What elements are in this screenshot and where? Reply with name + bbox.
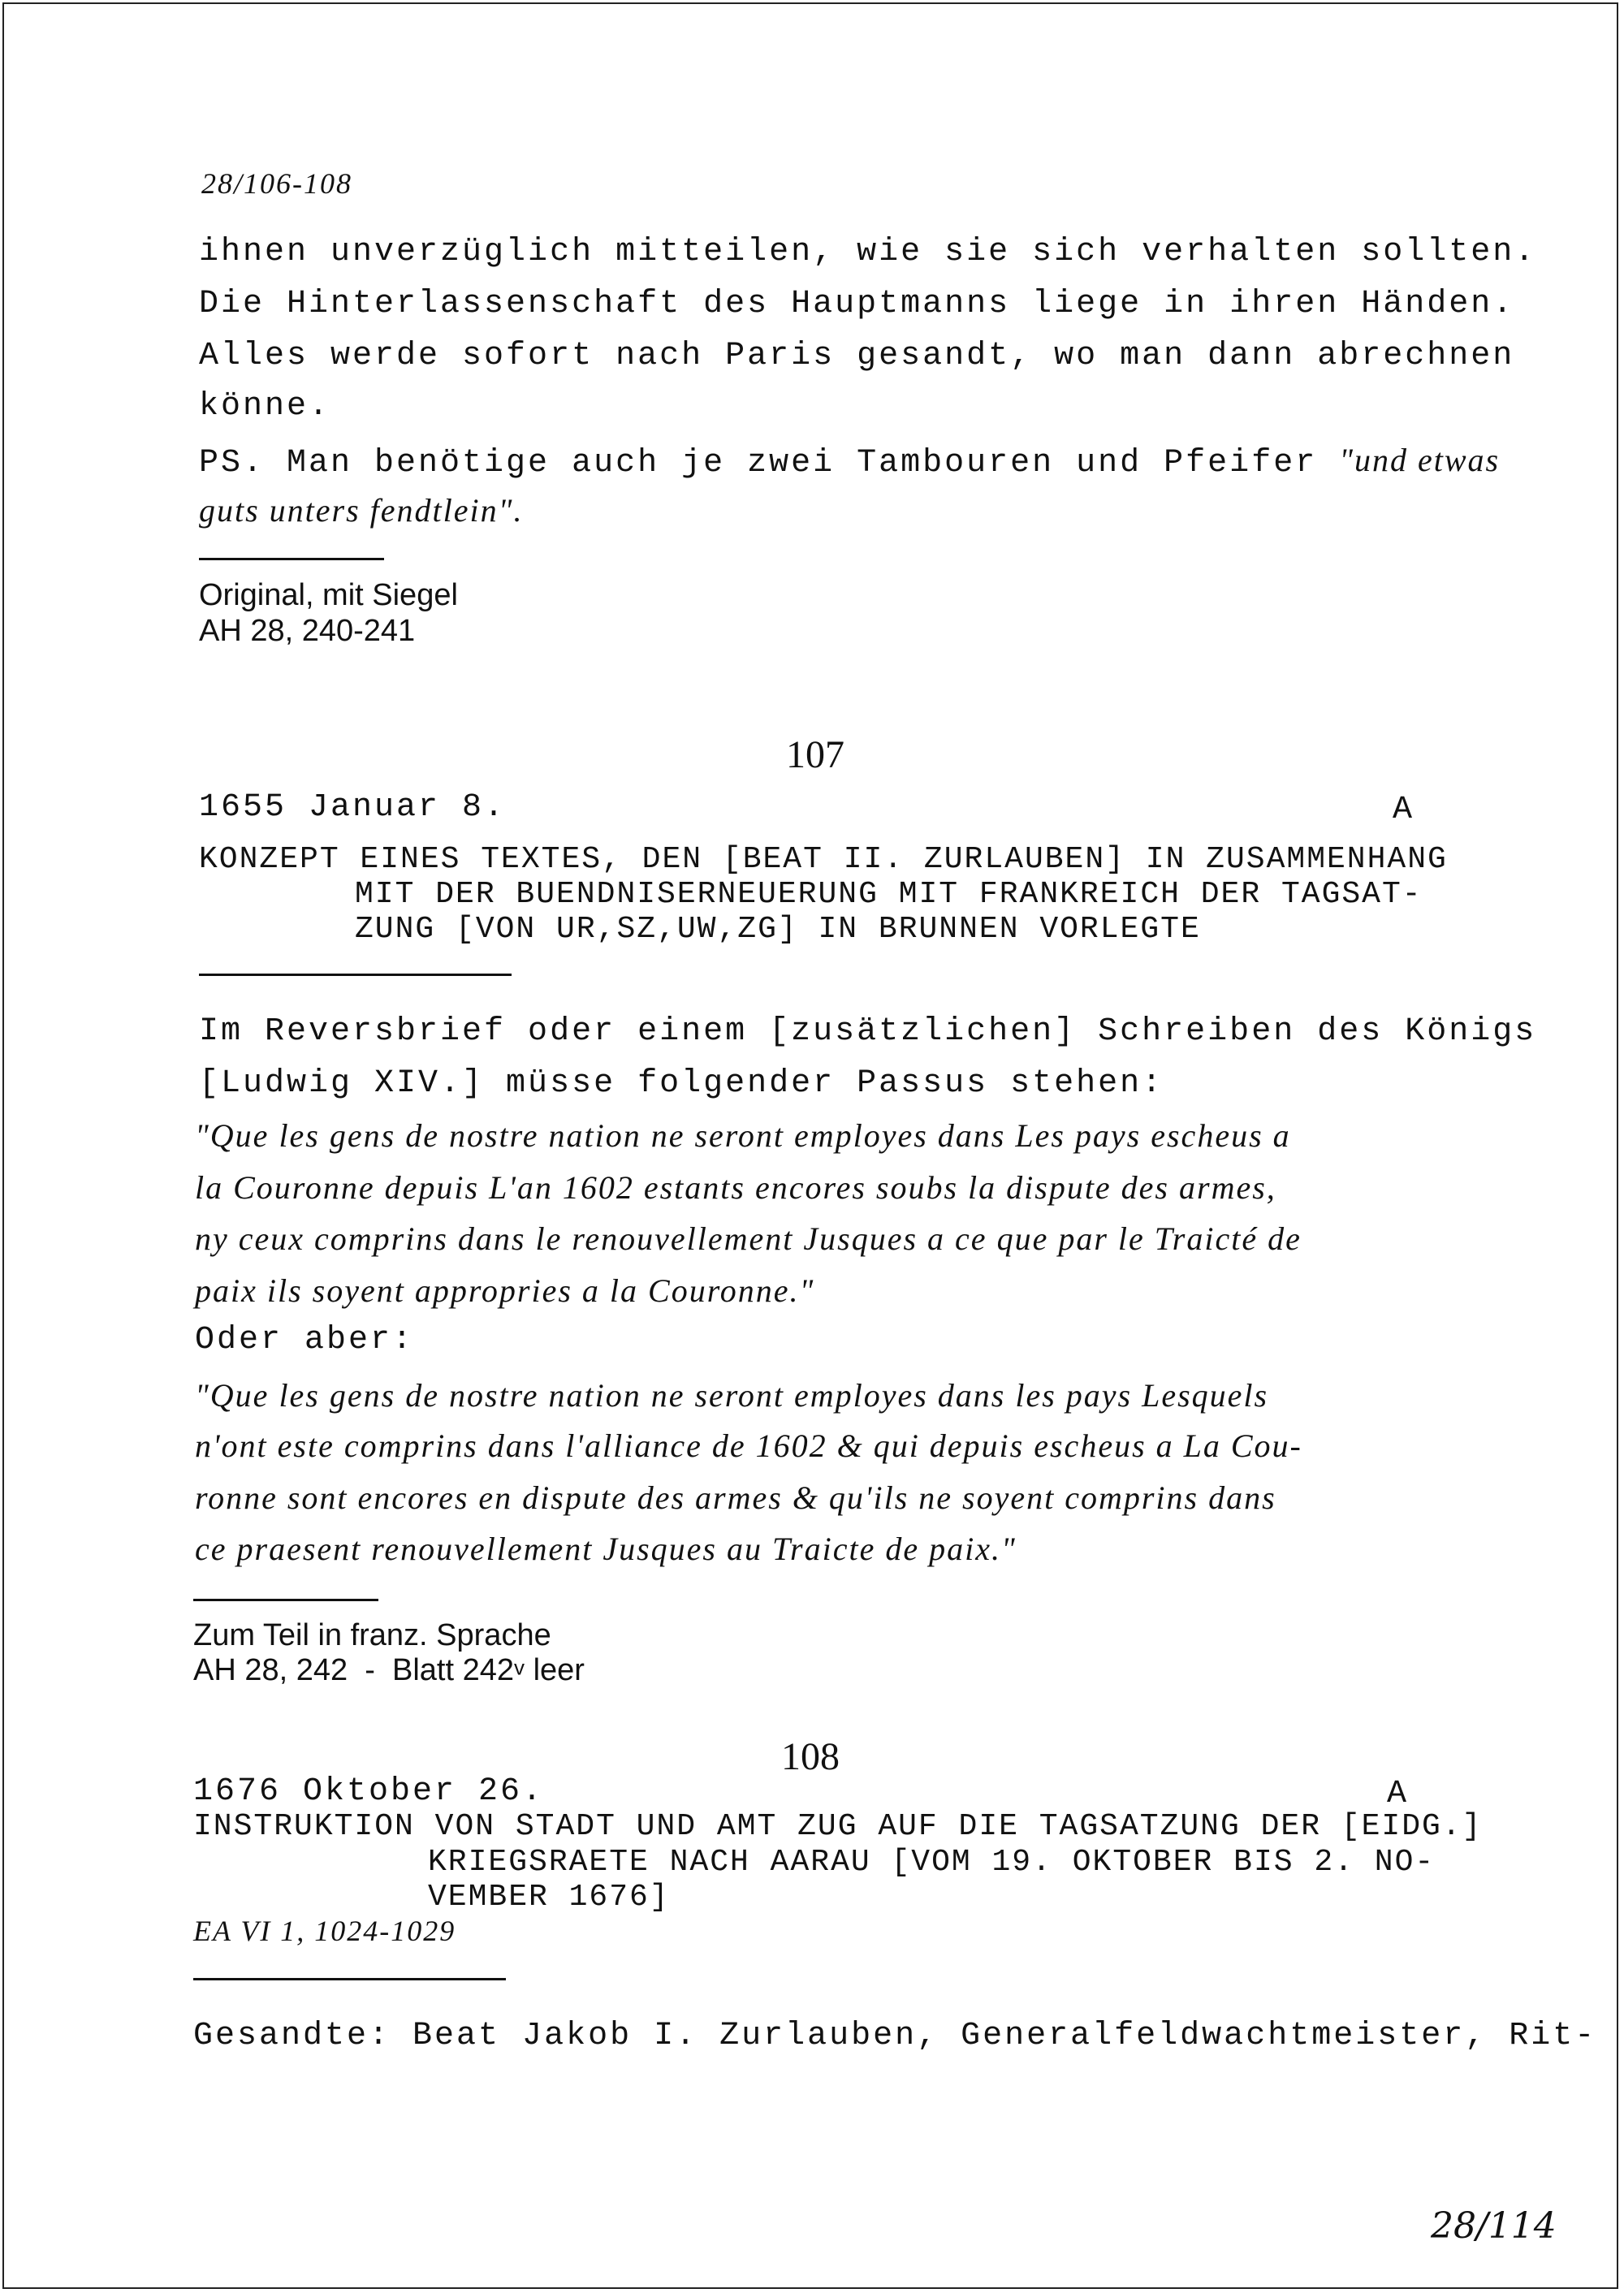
source-note: Zum Teil in franz. Sprache xyxy=(193,1618,551,1652)
document-class: A xyxy=(1387,1776,1410,1812)
separator-rule xyxy=(193,1599,378,1601)
handwritten-page-number: 28/114 xyxy=(1431,2205,1557,2247)
header-reference: 28/106-108 xyxy=(201,167,352,200)
text-line: [Ludwig XIV.] müsse folgender Passus stehen: xyxy=(199,1065,1164,1102)
text-line: Im Reversbrief oder einem [zusätzlichen] Schreiben des Königs xyxy=(199,1013,1537,1050)
title-line: KRIEGSRAETE NACH AARAU [VOM 19. OKTOBER BIS 2. NO- xyxy=(428,1845,1436,1880)
quote-line: ny ceux comprins dans le renouvellement Jusques a ce que par le Traicté de xyxy=(195,1220,1302,1257)
postscript-text: PS. Man benötige auch je zwei Tambouren und Pfeifer xyxy=(199,445,1340,481)
postscript-quote: "und etwas xyxy=(1339,442,1501,478)
quote-line: ronne sont encores en dispute des armes & qu'ils ne soyent comprins dans xyxy=(195,1479,1276,1516)
source-reference: AH 28, 242 - Blatt 242$^v$ leer xyxy=(193,1653,585,1687)
text-line: könne. xyxy=(199,388,331,425)
document-date: 1655 Januar 8. xyxy=(199,789,507,826)
text-line: Gesandte: Beat Jakob I. Zurlauben, Generalfeldwachtmeister, Rit- xyxy=(193,2018,1597,2054)
source-note: Original, mit Siegel xyxy=(199,578,458,612)
source-reference: AH 28, 240-241 xyxy=(199,614,416,648)
text-line: Alles werde sofort nach Paris gesandt, wo man dann abrechnen xyxy=(199,338,1515,374)
title-line: INSTRUKTION VON STADT UND AMT ZUG AUF DIE TAGSATZUNG DER [EIDG.] xyxy=(193,1809,1483,1844)
quote-line: "Que les gens de nostre nation ne seront employes dans les pays Lesquels xyxy=(195,1377,1269,1414)
quote-line: la Couronne depuis L'an 1602 estants encores soubs la dispute des armes, xyxy=(195,1169,1276,1206)
quote-line: paix ils soyent appropries a la Couronne." xyxy=(195,1272,815,1309)
title-line: MIT DER BUENDNISERNEUERUNG MIT FRANKREICH DER TAGSAT- xyxy=(355,877,1423,912)
title-line: KONZEPT EINES TEXTES, DEN [BEAT II. ZURLAUBEN] IN ZUSAMMENHANG xyxy=(199,842,1448,877)
separator-rule xyxy=(199,974,512,976)
separator-rule xyxy=(199,558,384,560)
separator-rule xyxy=(193,1978,506,1980)
postscript-quote: guts unters fendtlein". xyxy=(199,492,524,529)
text-line: Oder aber: xyxy=(195,1322,415,1358)
title-line: VEMBER 1676] xyxy=(428,1880,670,1915)
document-number: 107 xyxy=(786,733,844,776)
edition-reference: EA VI 1, 1024-1029 xyxy=(193,1915,456,1947)
text-line: ihnen unverzüglich mitteilen, wie sie sich verhalten sollten. xyxy=(199,234,1537,270)
document-class: A xyxy=(1393,792,1415,828)
document-number: 108 xyxy=(781,1735,840,1778)
text-line: Die Hinterlassenschaft des Hauptmanns liege in ihren Händen. xyxy=(199,286,1515,322)
title-line: ZUNG [VON UR,SZ,UW,ZG] IN BRUNNEN VORLEGTE xyxy=(355,912,1201,947)
quote-line: ce praesent renouvellement Jusques au Traicte de paix." xyxy=(195,1531,1017,1567)
quote-line: "Que les gens de nostre nation ne seront employes dans Les pays escheus a xyxy=(195,1117,1291,1154)
document-date: 1676 Oktober 26. xyxy=(193,1773,545,1810)
postscript-line xyxy=(199,441,1500,481)
quote-line: n'ont este comprins dans l'alliance de 1602 & qui depuis escheus a La Cou- xyxy=(195,1427,1302,1464)
